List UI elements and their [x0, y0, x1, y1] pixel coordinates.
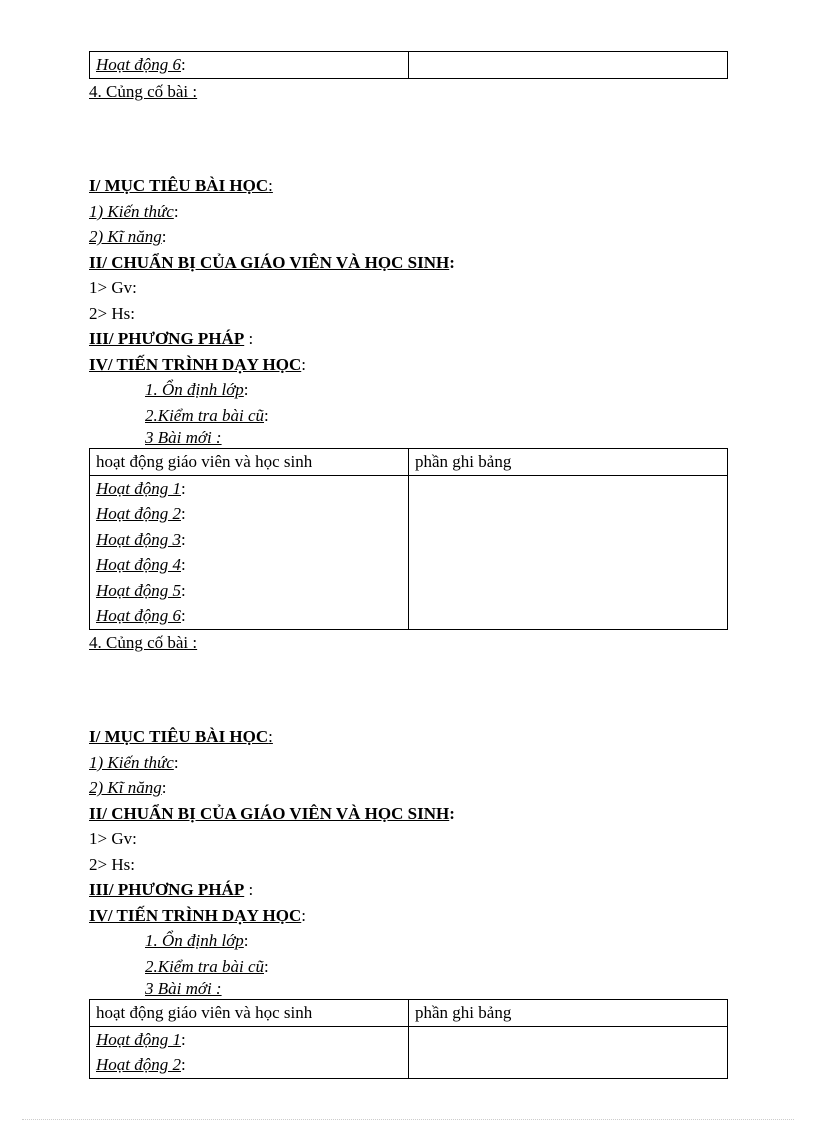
kiem-tra-label: 2.Kiểm tra bài cũ — [145, 405, 264, 425]
chuan-bi-heading: II/ CHUẨN BỊ CỦA GIÁO VIÊN VÀ HỌC SINH — [89, 252, 450, 272]
bai-moi-label: 3 Bài mới : — [145, 428, 222, 447]
activities-cell: Hoạt động 1: Hoạt động 2: — [90, 1026, 409, 1078]
document-page — [89, 0, 729, 1079]
hs-line: 2> Hs: — [89, 854, 135, 874]
muc-tieu-heading: I/ MỤC TIÊU BÀI HỌC — [89, 176, 269, 195]
table-cell: Hoạt động 6: — [90, 52, 409, 79]
chuan-bi-heading: II/ CHUẨN BỊ CỦA GIÁO VIÊN VÀ HỌC SINH — [89, 803, 450, 823]
table-header-right: phần ghi bảng — [409, 1000, 728, 1027]
phuong-phap-heading: III/ PHƯƠNG PHÁP — [89, 329, 245, 348]
lesson-section-2: I/ MỤC TIÊU BÀI HỌC: 1) Kiến thức: 2) Kĩ năng: II/ CHUẨN BỊ CỦA GIÁO VIÊN VÀ HỌC SINH: 1> Gv: 2> Hs: III/ PHƯƠNG PHÁP : IV/ TIẾN TRÌNH DẠY HỌC: 1. Ổn định lớp: 2.Kiểm tra bài cũ: 3 Bài mới : hoạt động giáo viên và học sinh phần ghi bảng Hoạt động 1: Hoạt động 2: — [89, 724, 729, 1079]
bai-moi-label: 3 Bài mới : — [145, 979, 222, 998]
table-row — [90, 475, 728, 629]
on-dinh-label: 1. Ổn định lớp — [145, 380, 244, 399]
activity-label: Hoạt động 1 — [96, 1029, 181, 1049]
notes-cell — [409, 475, 728, 629]
table-header-left: hoạt động giáo viên và học sinh — [90, 449, 409, 476]
table-row — [90, 52, 728, 79]
ki-nang-label: 2) Kĩ năng — [89, 227, 162, 246]
activity-label: Hoạt động 6 — [96, 606, 181, 625]
ki-nang-label: 2) Kĩ năng — [89, 778, 162, 797]
top-table-fragment — [89, 51, 728, 79]
activity-table-1 — [89, 448, 728, 630]
table-header-left: hoạt động giáo viên và học sinh — [90, 1000, 409, 1027]
activity-label: Hoạt động 5 — [96, 580, 181, 600]
kien-thuc-label: 1) Kiến thức — [89, 752, 174, 772]
tien-trinh-heading: IV/ TIẾN TRÌNH DẠY HỌC — [89, 905, 302, 925]
activity-label: Hoạt động 2 — [96, 1055, 181, 1074]
lesson-section-1: I/ MỤC TIÊU BÀI HỌC: 1) Kiến thức: 2) Kĩ năng: II/ CHUẨN BỊ CỦA GIÁO VIÊN VÀ HỌC SINH: 1> Gv: 2> Hs: III/ PHƯƠNG PHÁP : IV/ TIẾN TRÌNH DẠY HỌC: 1. Ổn định lớp: 2.Kiểm tra bài cũ: 3 Bài mới : hoạt động giáo viên và học sinh phần ghi bảng Hoạt động 1: Hoạt động 2: Hoạt động 3: Hoạt động 4: Hoạt động 5: Hoạt động 6: 4. Củng cố bài : — [89, 173, 729, 655]
page-edge-divider — [22, 1119, 794, 1120]
cung-co-heading: 4. Củng cố bài : — [89, 632, 198, 652]
activity-label: Hoạt động 1 — [96, 478, 181, 498]
hs-line: 2> Hs: — [89, 303, 135, 323]
activity-label: Hoạt động 6 — [96, 55, 181, 74]
gv-line: 1> Gv: — [89, 278, 137, 297]
notes-cell — [409, 1026, 728, 1078]
table-header-row — [90, 449, 728, 476]
table-header-right: phần ghi bảng — [409, 449, 728, 476]
phuong-phap-heading: III/ PHƯƠNG PHÁP — [89, 880, 245, 899]
muc-tieu-heading: I/ MỤC TIÊU BÀI HỌC — [89, 727, 269, 746]
table-cell — [409, 52, 728, 79]
activity-label: Hoạt động 4 — [96, 555, 181, 574]
activity-label: Hoạt động 3 — [96, 529, 181, 549]
gv-line: 1> Gv: — [89, 829, 137, 848]
on-dinh-label: 1. Ổn định lớp — [145, 931, 244, 950]
table-header-row — [90, 1000, 728, 1027]
activity-table-2 — [89, 999, 728, 1079]
kiem-tra-label: 2.Kiểm tra bài cũ — [145, 956, 264, 976]
activities-cell: Hoạt động 1: Hoạt động 2: Hoạt động 3: Hoạt động 4: Hoạt động 5: Hoạt động 6: — [90, 475, 409, 629]
cung-co-heading: 4. Củng cố bài : — [89, 81, 198, 101]
kien-thuc-label: 1) Kiến thức — [89, 201, 174, 221]
activity-label: Hoạt động 2 — [96, 504, 181, 523]
tien-trinh-heading: IV/ TIẾN TRÌNH DẠY HỌC — [89, 354, 302, 374]
table-row — [90, 1026, 728, 1078]
